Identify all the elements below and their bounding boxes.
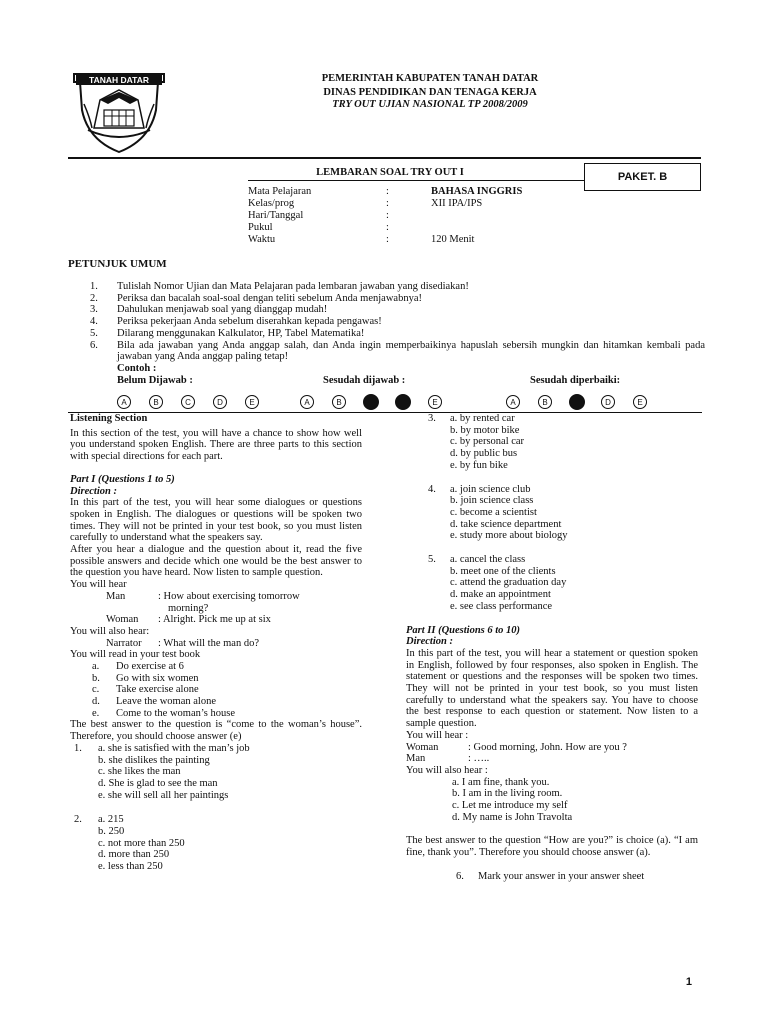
response: b. I am in the living room.: [452, 788, 563, 800]
right-column: [406, 413, 698, 883]
field-sep: :: [386, 234, 389, 245]
question-2: 2. a. 215 b. 250 c. not more than 250 d. more than 250 e. less than 250: [70, 814, 362, 873]
bubble: E: [245, 395, 259, 409]
logo-text: TANAH DATAR: [89, 75, 149, 85]
field-value: XII IPA/IPS: [431, 198, 483, 209]
option: e. see class performance: [450, 600, 553, 612]
option: a. cancel the class: [450, 554, 526, 566]
bubble: E: [633, 395, 647, 409]
tanah-datar-logo: [70, 70, 168, 154]
field-value: 120 Menit: [431, 234, 475, 245]
answer-bubbles-example: [112, 395, 672, 411]
petunjuk-list: [90, 281, 705, 363]
sample-option: b. Go with six women: [92, 672, 199, 684]
dialogue-line: Woman : Alright. Pick me up at six: [106, 614, 271, 626]
listening-title: Listening Section: [70, 413, 148, 424]
option: e. by fun bike: [450, 459, 508, 471]
sheet-title-underline: [248, 180, 584, 181]
question-5: 5. a. cancel the class b. meet one of the clients c. attend the graduation day d. make an appointment e. see class performance: [406, 554, 698, 613]
field-sep: :: [386, 198, 389, 209]
part2-direction: Direction :: [406, 636, 453, 648]
sheet-title: LEMBARAN SOAL TRY OUT I: [316, 167, 464, 178]
option: b. meet one of the clients: [450, 565, 556, 577]
header-line-2: DINAS PENDIDIKAN DAN TENAGA KERJA: [323, 87, 537, 98]
header-line-1: PEMERINTAH KABUPATEN TANAH DATAR: [321, 73, 539, 84]
field-label: Pukul: [248, 222, 273, 233]
belum-dijawab-label: Belum Dijawab :: [117, 375, 193, 386]
contoh-label: Contoh :: [117, 363, 157, 374]
sample-option: e. Come to the woman’s house: [92, 707, 235, 719]
left-column: [70, 413, 362, 873]
option: d. take science department: [450, 518, 562, 530]
bubble: A: [117, 395, 131, 409]
option: b. join science class: [450, 495, 534, 507]
part1-paragraph-1: In this part of the test, you will hear some dialogues or questions spoken in English. The dialogues or questions will be spoken two times. They will not be printed in your test book, so you must listen carefully to understand what the speakers say.: [70, 497, 362, 544]
response: c. Let me introduce my self: [452, 800, 568, 812]
bubble: E: [428, 395, 442, 409]
option: c. not more than 250: [98, 837, 185, 849]
field-sep: :: [386, 210, 389, 221]
response: d. My name is John Travolta: [452, 811, 573, 823]
option: a. 215: [98, 814, 124, 826]
list-item: 3. Dahulukan menjawab soal yang dianggap mudah!: [90, 304, 328, 316]
option: e. less than 250: [98, 861, 163, 873]
option: a. by rented car: [450, 413, 515, 424]
dialogue-line: Man : …..: [406, 753, 490, 765]
option: e. she will sell all her paintings: [98, 789, 229, 801]
bubble-filled: [569, 394, 585, 410]
option: c. attend the graduation day: [450, 577, 567, 589]
you-will-hear-2: You will hear :: [406, 729, 469, 741]
list-item: 5. Dilarang menggunakan Kalkulator, HP, Tabel Matematika!: [90, 327, 365, 339]
field-value: BAHASA INGGRIS: [431, 186, 523, 197]
option: a. she is satisfied with the man’s job: [98, 742, 250, 754]
best-answer-text: The best answer to the question is “come to the woman’s house”. Therefore, you should choose answer (e): [70, 719, 362, 743]
option: d. make an appointment: [450, 589, 551, 601]
option: b. she dislikes the painting: [98, 754, 210, 766]
field-sep: :: [386, 222, 389, 233]
list-item: 2. Periksa dan bacalah soal-soal dengan teliti sebelum Anda menjawabnya!: [90, 292, 422, 304]
part1-direction: Direction :: [70, 485, 117, 497]
field-label: Waktu: [248, 234, 276, 245]
option: d. by public bus: [450, 448, 518, 460]
bubble-filled: [363, 394, 379, 410]
option: a. join science club: [450, 483, 531, 495]
part1-title: Part I (Questions 1 to 5): [70, 473, 175, 485]
bubble-filled: [395, 394, 411, 410]
read-in-book: You will read in your test book: [70, 649, 201, 661]
also-hear: You will also hear:: [70, 625, 150, 637]
option: c. she likes the man: [98, 766, 181, 778]
bubble: B: [332, 395, 346, 409]
field-sep: :: [386, 186, 389, 197]
dialogue-line: Man : How about exercising tomorrow: [106, 590, 300, 602]
field-label: Hari/Tanggal: [248, 210, 304, 221]
part2-paragraph: In this part of the test, you will hear a statement or question spoken in English, followed by four responses, also spoken in English. The statement or questions and the responses will be spoken two times. They will not be printed in your test book, so you must listen carefully to understand what the speakers say. You have to choose the best response to each question or statement. Now listen to a sample question.: [406, 647, 698, 730]
question-3: 3. a. by rented car b. by motor bike c. by personal car d. by public bus e. by fun bike: [406, 413, 698, 472]
sesudah-dijawab-label: Sesudah dijawab :: [323, 375, 406, 386]
field-label: Mata Pelajaran: [248, 186, 312, 197]
question-4: 4. a. join science club b. join science class c. become a scientist d. take science department e. study more about biology: [406, 484, 698, 543]
option: d. She is glad to see the man: [98, 777, 218, 789]
sample-option: c. Take exercise alone: [92, 684, 199, 696]
dialogue-line: morning?: [168, 602, 209, 614]
sesudah-diperbaiki-label: Sesudah diperbaiki:: [530, 375, 621, 386]
dialogue-line: Woman : Good morning, John. How are you ?: [406, 741, 627, 753]
response: a. I am fine, thank you.: [452, 776, 550, 788]
header-divider: [68, 157, 701, 159]
bubble: C: [181, 395, 195, 409]
bubble: B: [149, 395, 163, 409]
part1-paragraph-2: After you hear a dialogue and the question about it, read the five possible answers and decide which one would be the best answer to the question you have heard. Now listen to sample question.: [70, 544, 362, 579]
bubble: A: [300, 395, 314, 409]
question-6: 6. Mark your answer in your answer sheet: [456, 870, 645, 882]
header-line-3: TRY OUT UJIAN NASIONAL TP 2008/2009: [332, 99, 528, 110]
part2-title: Part II (Questions 6 to 10): [406, 624, 521, 636]
sample-option: d. Leave the woman alone: [92, 696, 216, 708]
option: e. study more about biology: [450, 530, 568, 542]
option: d. more than 250: [98, 849, 170, 861]
you-will-hear: You will hear: [70, 579, 127, 591]
paket-box: PAKET. B: [584, 163, 701, 191]
also-hear-2: You will also hear :: [406, 764, 488, 776]
sample-option: a. Do exercise at 6: [92, 661, 184, 672]
bubble: D: [213, 395, 227, 409]
petunjuk-title: PETUNJUK UMUM: [68, 258, 167, 270]
response-list: [406, 777, 698, 824]
list-item: 1. Tulislah Nomor Ujian dan Mata Pelajaran pada lembaran jawaban yang disediakan!: [90, 281, 469, 292]
bubble: B: [538, 395, 552, 409]
list-item: 4. Periksa pekerjaan Anda sebelum diserahkan kepada pengawas!: [90, 316, 382, 328]
page-number: 1: [685, 975, 692, 988]
listening-intro: In this section of the test, you will have a chance to show how well you understand spoken English. There are three parts to this section with special directions for each part.: [70, 427, 362, 463]
list-item: 6. Bila ada jawaban yang Anda anggap salah, dan Anda ingin memperbaikinya hapuslah sebersih mungkin dan hitamkan kembali pada jawaban yang Anda anggap paling tetap!: [90, 339, 705, 363]
bubble: A: [506, 395, 520, 409]
option: c. become a scientist: [450, 506, 537, 518]
option: b. 250: [98, 826, 125, 838]
option: b. by motor bike: [450, 424, 520, 436]
option: c. by personal car: [450, 436, 525, 448]
question-1: 1. a. she is satisfied with the man’s job b. she dislikes the painting c. she likes the man d. She is glad to see the man e. she will sell all her paintings: [70, 743, 362, 802]
field-label: Kelas/prog: [248, 198, 295, 209]
bubble: D: [601, 395, 615, 409]
dialogue-line: Narrator : What will the man do?: [106, 637, 259, 649]
best-answer-2: The best answer to the question “How are you?” is choice (a). “I am fine, thank you”. Therefore you should choose answer (a).: [406, 835, 698, 859]
